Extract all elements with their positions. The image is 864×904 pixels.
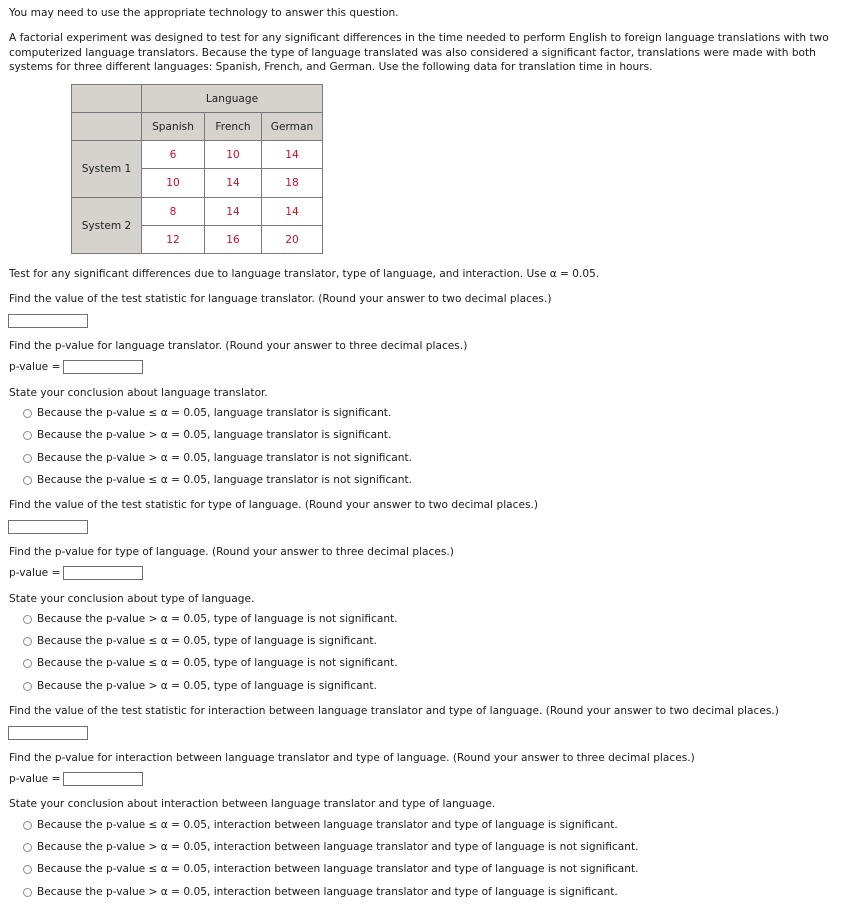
radio-option[interactable] (23, 657, 398, 669)
option-label: Because the p-value ≤ α = 0.05, interaction between language translator and type of language is significant. (37, 819, 618, 831)
problem-intro: A factorial experiment was designed to test for any significant differences in the time needed to perform English to foreign language translations with two computerized language translators. Because the type of language translated was also considered a significant factor, translations were made with both systems for three different languages: Spanish, French, and German. Use the following data for translation time in hours. (9, 32, 829, 73)
table-corner (72, 85, 142, 113)
table-cell: 8 (142, 198, 205, 226)
option-label: Because the p-value > α = 0.05, interaction between language translator and type of language is significant. (37, 886, 618, 898)
radio-option[interactable] (23, 841, 638, 853)
table-cell: 14 (262, 141, 323, 169)
table-corner-lower (72, 113, 142, 141)
stat-question-language: Find the value of the test statistic for type of language. (Round your answer to two decimal places.) (9, 499, 539, 511)
column-header-spanish: Spanish (142, 113, 205, 141)
pvalue-label: p-value = (9, 361, 61, 373)
radio-option[interactable] (23, 863, 638, 875)
stat-input-interaction[interactable] (8, 726, 88, 740)
radio-option[interactable] (23, 474, 412, 486)
stat-question-translator: Find the value of the test statistic for language translator. (Round your answer to two decimal places.) (9, 293, 552, 305)
table-cell: 14 (205, 169, 262, 198)
option-label: Because the p-value ≤ α = 0.05, interaction between language translator and type of language is not significant. (37, 863, 639, 875)
table-cell: 18 (262, 169, 323, 198)
table-cell: 12 (142, 226, 205, 254)
table-cell: 14 (205, 198, 262, 226)
pvalue-question-translator: Find the p-value for language translator. (Round your answer to three decimal places.) (9, 340, 468, 352)
radio-button[interactable] (23, 431, 32, 440)
radio-button[interactable] (23, 454, 32, 463)
test-instruction: Test for any significant differences due to language translator, type of language, and interaction. Use α = 0.05. (9, 268, 600, 280)
option-label: Because the p-value > α = 0.05, interaction between language translator and type of language is not significant. (37, 841, 639, 853)
pvalue-input-translator[interactable] (63, 360, 143, 374)
pvalue-question-interaction: Find the p-value for interaction between language translator and type of language. (Round your answer to three decimal places.) (9, 752, 695, 764)
radio-option[interactable] (23, 886, 618, 898)
table-cell: 10 (142, 169, 205, 198)
radio-option[interactable] (23, 429, 391, 441)
table-cell: 14 (262, 198, 323, 226)
row-label-system-2: System 2 (72, 198, 142, 254)
conclusion-prompt-translator: State your conclusion about language translator. (9, 387, 268, 399)
radio-button[interactable] (23, 888, 32, 897)
conclusion-prompt-language: State your conclusion about type of language. (9, 593, 255, 605)
column-header-german: German (262, 113, 323, 141)
row-label-system-1: System 1 (72, 141, 142, 198)
radio-button[interactable] (23, 821, 32, 830)
radio-button[interactable] (23, 865, 32, 874)
radio-option[interactable] (23, 613, 398, 625)
stat-input-language[interactable] (8, 520, 88, 534)
option-label: Because the p-value > α = 0.05, type of language is significant. (37, 680, 377, 692)
radio-option[interactable] (23, 635, 377, 647)
table-cell: 20 (262, 226, 323, 254)
option-label: Because the p-value > α = 0.05, language translator is not significant. (37, 452, 413, 464)
column-header-french: French (205, 113, 262, 141)
radio-button[interactable] (23, 409, 32, 418)
radio-button[interactable] (23, 637, 32, 646)
radio-option[interactable] (23, 680, 377, 692)
language-group-header: Language (142, 85, 323, 113)
radio-option[interactable] (23, 407, 391, 419)
pvalue-label: p-value = (9, 773, 61, 785)
radio-button[interactable] (23, 476, 32, 485)
pvalue-row-interaction (9, 772, 143, 786)
radio-option[interactable] (23, 819, 618, 831)
radio-button[interactable] (23, 659, 32, 668)
radio-button[interactable] (23, 682, 32, 691)
data-table (71, 84, 323, 254)
conclusion-prompt-interaction: State your conclusion about interaction between language translator and type of language. (9, 798, 496, 810)
radio-option[interactable] (23, 452, 412, 464)
radio-button[interactable] (23, 615, 32, 624)
option-label: Because the p-value ≤ α = 0.05, type of language is significant. (37, 635, 377, 647)
pvalue-row-language (9, 566, 143, 580)
pvalue-input-language[interactable] (63, 566, 143, 580)
table-cell: 6 (142, 141, 205, 169)
radio-button[interactable] (23, 843, 32, 852)
header-note: You may need to use the appropriate technology to answer this question. (9, 7, 399, 19)
option-label: Because the p-value ≤ α = 0.05, type of language is not significant. (37, 657, 398, 669)
pvalue-question-language: Find the p-value for type of language. (Round your answer to three decimal places.) (9, 546, 454, 558)
table-cell: 10 (205, 141, 262, 169)
pvalue-row-translator (9, 360, 143, 374)
option-label: Because the p-value ≤ α = 0.05, language translator is significant. (37, 407, 392, 419)
stat-question-interaction: Find the value of the test statistic for interaction between language translator and type of language. (Round your answer to two decimal places.) (9, 705, 779, 717)
table-cell: 16 (205, 226, 262, 254)
pvalue-label: p-value = (9, 567, 61, 579)
option-label: Because the p-value > α = 0.05, type of language is not significant. (37, 613, 398, 625)
pvalue-input-interaction[interactable] (63, 772, 143, 786)
option-label: Because the p-value ≤ α = 0.05, language translator is not significant. (37, 474, 413, 486)
option-label: Because the p-value > α = 0.05, language translator is significant. (37, 429, 392, 441)
stat-input-translator[interactable] (8, 314, 88, 328)
